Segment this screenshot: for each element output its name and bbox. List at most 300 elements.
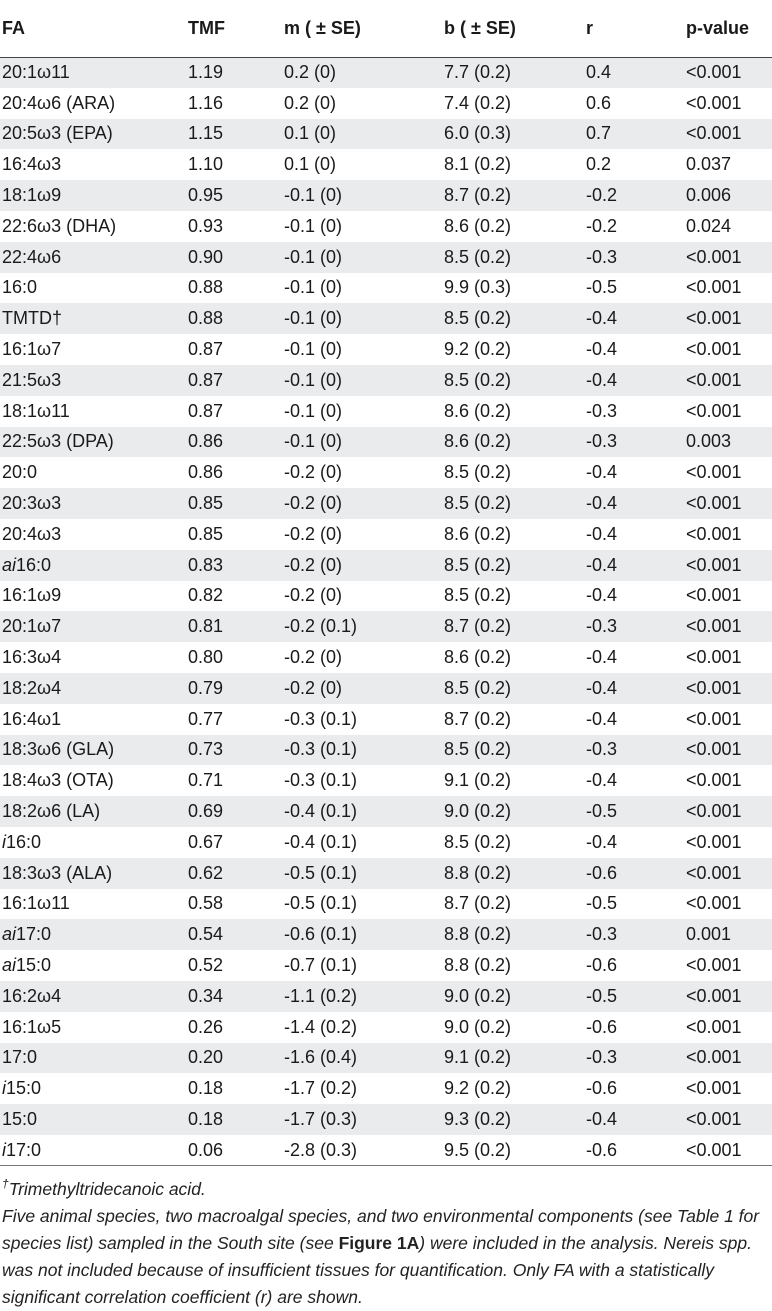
cell-r: -0.5 xyxy=(586,985,618,1006)
fa-name: 16:1ω9 xyxy=(2,585,62,606)
cell-r: -0.3 xyxy=(586,924,618,945)
cell-p-value: <0.001 xyxy=(686,739,742,760)
table-row xyxy=(0,119,772,150)
footnote-note xyxy=(2,1203,768,1311)
fa-name: 20:3ω3 xyxy=(2,493,62,514)
cell-fa xyxy=(0,149,188,180)
table-row xyxy=(0,1073,772,1104)
fa-prefix: ai xyxy=(2,955,17,975)
cell-tmf: 0.69 xyxy=(188,801,224,822)
cell-b: 9.1 (0.2) xyxy=(444,1047,512,1068)
cell-p-value: <0.001 xyxy=(686,801,742,822)
cell-b: 8.5 (0.2) xyxy=(444,831,512,852)
cell-b: 8.7 (0.2) xyxy=(444,893,512,914)
cell-b: 9.9 (0.3) xyxy=(444,277,512,298)
cell-fa xyxy=(0,550,188,581)
cell-r: -0.5 xyxy=(586,801,618,822)
cell-m: -1.6 (0.4) xyxy=(284,1047,358,1068)
cell-p-value: <0.001 xyxy=(686,369,742,390)
fa-name: 18:3ω3 (ALA) xyxy=(2,862,113,883)
cell-m: -0.1 (0) xyxy=(284,308,343,329)
cell-tmf: 0.58 xyxy=(188,893,224,914)
cell-m: -0.1 (0) xyxy=(284,339,343,360)
header-m: m ( ± SE) xyxy=(284,0,444,57)
table-row xyxy=(0,303,772,334)
cell-b: 8.5 (0.2) xyxy=(444,369,512,390)
cell-p-value: 0.003 xyxy=(686,431,732,452)
cell-tmf: 0.86 xyxy=(188,462,224,483)
cell-fa xyxy=(0,1073,188,1104)
cell-tmf: 0.90 xyxy=(188,246,224,267)
cell-m: -0.1 (0) xyxy=(284,431,343,452)
cell-tmf: 0.73 xyxy=(188,739,224,760)
fa-name: 18:1ω9 xyxy=(2,185,62,206)
cell-m: -0.1 (0) xyxy=(284,185,343,206)
cell-m: -0.5 (0.1) xyxy=(284,893,358,914)
cell-b: 8.7 (0.2) xyxy=(444,185,512,206)
cell-r: -0.4 xyxy=(586,554,618,575)
fa-name: 18:2ω4 xyxy=(2,677,62,698)
cell-b: 8.5 (0.2) xyxy=(444,677,512,698)
cell-m: -0.2 (0) xyxy=(284,554,343,575)
cell-p-value: <0.001 xyxy=(686,1047,742,1068)
cell-tmf: 0.52 xyxy=(188,955,224,975)
cell-p-value: <0.001 xyxy=(686,554,742,575)
cell-m: -0.5 (0.1) xyxy=(284,862,358,883)
cell-fa xyxy=(0,765,188,796)
cell-r: -0.4 xyxy=(586,831,618,852)
cell-m: -0.4 (0.1) xyxy=(284,831,358,852)
cell-p-value: <0.001 xyxy=(686,92,742,113)
cell-r: 0.7 xyxy=(586,123,612,144)
cell-fa xyxy=(0,704,188,735)
cell-tmf: 0.79 xyxy=(188,677,224,698)
cell-b: 8.6 (0.2) xyxy=(444,431,512,452)
cell-m: 0.1 (0) xyxy=(284,123,337,144)
cell-fa xyxy=(0,334,188,365)
fa-name: 20:1ω7 xyxy=(2,616,62,637)
cell-tmf: 0.18 xyxy=(188,1108,224,1129)
cell-r: -0.2 xyxy=(586,215,618,236)
cell-r: -0.3 xyxy=(586,1047,618,1068)
fa-name: 22:5ω3 (DPA) xyxy=(2,431,114,452)
cell-p-value: <0.001 xyxy=(686,616,742,637)
cell-m: -0.2 (0) xyxy=(284,493,343,514)
dagger-text: Trimethyltridecanoic acid. xyxy=(8,1179,206,1199)
footnote-dagger xyxy=(2,1176,768,1203)
cell-m: -0.2 (0) xyxy=(284,677,343,698)
header-b: b ( ± SE) xyxy=(444,0,586,57)
table-row xyxy=(0,427,772,458)
cell-m: -1.7 (0.3) xyxy=(284,1108,358,1129)
cell-fa xyxy=(0,950,188,981)
cell-b: 9.3 (0.2) xyxy=(444,1108,512,1129)
cell-m: -1.1 (0.2) xyxy=(284,985,358,1006)
cell-r: -0.3 xyxy=(586,400,618,421)
table-row xyxy=(0,642,772,673)
cell-fa xyxy=(0,57,188,88)
cell-tmf: 0.87 xyxy=(188,400,224,421)
fa-name: 17:0 xyxy=(6,1139,42,1160)
cell-m: -1.4 (0.2) xyxy=(284,1016,358,1037)
cell-r: -0.3 xyxy=(586,616,618,637)
table-row xyxy=(0,704,772,735)
cell-tmf: 0.20 xyxy=(188,1047,224,1068)
cell-m: -0.3 (0.1) xyxy=(284,770,358,791)
cell-tmf: 0.82 xyxy=(188,585,224,606)
table-row xyxy=(0,457,772,488)
fa-name: 20:4ω6 (ARA) xyxy=(2,92,116,113)
cell-tmf: 0.86 xyxy=(188,431,224,452)
table-row xyxy=(0,273,772,304)
cell-r: -0.4 xyxy=(586,585,618,606)
cell-tmf: 0.88 xyxy=(188,277,224,298)
cell-p-value: <0.001 xyxy=(686,523,742,544)
fa-name: 16:3ω4 xyxy=(2,647,62,668)
fa-name: 18:4ω3 (OTA) xyxy=(2,770,114,791)
cell-fa xyxy=(0,581,188,612)
table-row xyxy=(0,1135,772,1166)
table-row xyxy=(0,1104,772,1135)
cell-m: -0.1 (0) xyxy=(284,277,343,298)
cell-fa xyxy=(0,211,188,242)
fa-name: 16:4ω3 xyxy=(2,154,62,175)
cell-fa xyxy=(0,396,188,427)
cell-b: 8.6 (0.2) xyxy=(444,647,512,668)
table-row xyxy=(0,57,772,88)
figure-reference-link[interactable]: Figure 1A xyxy=(338,1233,420,1253)
table-footnotes xyxy=(2,1176,768,1311)
cell-b: 8.5 (0.2) xyxy=(444,554,512,575)
cell-fa xyxy=(0,919,188,950)
cell-fa xyxy=(0,519,188,550)
cell-m: 0.2 (0) xyxy=(284,92,337,113)
cell-r: -0.6 xyxy=(586,1078,618,1099)
cell-fa xyxy=(0,673,188,704)
fa-name: TMTD† xyxy=(2,308,62,329)
cell-b: 8.6 (0.2) xyxy=(444,400,512,421)
cell-r: -0.6 xyxy=(586,862,618,883)
table-row xyxy=(0,365,772,396)
fa-name: 20:4ω3 xyxy=(2,523,62,544)
cell-r: -0.4 xyxy=(586,462,618,483)
cell-p-value: <0.001 xyxy=(686,308,742,329)
fa-name: 22:4ω6 xyxy=(2,246,62,267)
cell-p-value: <0.001 xyxy=(686,770,742,791)
cell-p-value: <0.001 xyxy=(686,585,742,606)
cell-b: 9.0 (0.2) xyxy=(444,1016,512,1037)
cell-m: -0.1 (0) xyxy=(284,369,343,390)
cell-r: -0.4 xyxy=(586,339,618,360)
cell-b: 8.6 (0.2) xyxy=(444,523,512,544)
fa-name: 16:1ω5 xyxy=(2,1016,62,1037)
cell-fa xyxy=(0,796,188,827)
cell-tmf: 0.18 xyxy=(188,1078,224,1099)
table-row xyxy=(0,1012,772,1043)
fa-name: 18:2ω6 (LA) xyxy=(2,801,101,822)
fa-prefix: ai xyxy=(2,554,17,575)
cell-tmf: 0.06 xyxy=(188,1135,284,1166)
cell-b: 9.0 (0.2) xyxy=(444,801,512,822)
fa-name: 15:0 xyxy=(16,955,52,975)
cell-tmf: 0.95 xyxy=(188,185,224,206)
fa-name: 16:1ω11 xyxy=(2,893,70,914)
cell-r: -0.5 xyxy=(586,277,618,298)
cell-p-value: <0.001 xyxy=(686,893,742,914)
cell-p-value: <0.001 xyxy=(686,647,742,668)
cell-p-value: <0.001 xyxy=(686,277,742,298)
cell-r: -0.3 xyxy=(586,246,618,267)
cell-b: 9.5 (0.2) xyxy=(444,1135,586,1166)
cell-fa xyxy=(0,1104,188,1135)
cell-r: -0.4 xyxy=(586,770,618,791)
cell-p-value: <0.001 xyxy=(686,1078,742,1099)
cell-r: -0.4 xyxy=(586,523,618,544)
fa-name: 17:0 xyxy=(2,1047,38,1068)
cell-tmf: 1.10 xyxy=(188,154,224,175)
table-row xyxy=(0,950,772,981)
cell-tmf: 0.87 xyxy=(188,339,224,360)
header-r: r xyxy=(586,0,686,57)
cell-r: 0.2 xyxy=(586,154,612,175)
cell-r: -0.6 xyxy=(586,955,618,975)
fa-name: 17:0 xyxy=(16,924,52,945)
cell-b: 9.2 (0.2) xyxy=(444,339,512,360)
table-row xyxy=(0,519,772,550)
cell-m: -0.4 (0.1) xyxy=(284,801,358,822)
cell-fa xyxy=(0,1135,188,1166)
table-body xyxy=(0,57,772,1166)
cell-p-value: <0.001 xyxy=(686,708,742,729)
cell-fa xyxy=(0,427,188,458)
cell-tmf: 1.19 xyxy=(188,62,224,83)
cell-fa xyxy=(0,365,188,396)
cell-tmf: 0.87 xyxy=(188,369,224,390)
cell-p-value: 0.037 xyxy=(686,154,732,175)
cell-tmf: 0.54 xyxy=(188,924,224,945)
cell-fa xyxy=(0,611,188,642)
table-row xyxy=(0,765,772,796)
fa-name: 16:0 xyxy=(6,831,42,852)
header-p-value: p-value xyxy=(686,0,772,57)
cell-m: -0.2 (0) xyxy=(284,647,343,668)
cell-r: -0.4 xyxy=(586,308,618,329)
table-row xyxy=(0,488,772,519)
cell-fa xyxy=(0,642,188,673)
cell-b: 8.5 (0.2) xyxy=(444,246,512,267)
cell-tmf: 0.67 xyxy=(188,831,224,852)
cell-b: 8.5 (0.2) xyxy=(444,739,512,760)
fa-name: 20:1ω11 xyxy=(2,62,70,83)
cell-p-value: 0.006 xyxy=(686,185,732,206)
cell-b: 6.0 (0.3) xyxy=(444,123,512,144)
cell-p-value: <0.001 xyxy=(686,62,742,83)
cell-p-value: <0.001 xyxy=(686,1108,742,1129)
cell-p-value: <0.001 xyxy=(686,493,742,514)
cell-b: 8.8 (0.2) xyxy=(444,924,512,945)
cell-r: -0.6 xyxy=(586,1016,618,1037)
cell-p-value: <0.001 xyxy=(686,831,742,852)
cell-fa xyxy=(0,180,188,211)
cell-b: 9.1 (0.2) xyxy=(444,770,512,791)
cell-tmf: 1.16 xyxy=(188,92,224,113)
cell-tmf: 0.88 xyxy=(188,308,224,329)
cell-p-value: <0.001 xyxy=(686,339,742,360)
cell-b: 8.7 (0.2) xyxy=(444,616,512,637)
cell-m: -0.6 (0.1) xyxy=(284,924,358,945)
cell-r: -0.4 xyxy=(586,493,618,514)
cell-tmf: 0.81 xyxy=(188,616,224,637)
cell-fa xyxy=(0,303,188,334)
cell-fa xyxy=(0,242,188,273)
cell-b: 9.2 (0.2) xyxy=(444,1078,512,1099)
cell-tmf: 0.93 xyxy=(188,215,224,236)
fa-prefix: ai xyxy=(2,924,17,945)
cell-tmf: 0.77 xyxy=(188,708,224,729)
cell-p-value: <0.001 xyxy=(686,862,742,883)
cell-m: -2.8 (0.3) xyxy=(284,1135,444,1166)
fa-name: 16:1ω7 xyxy=(2,339,62,360)
cell-r: -0.4 xyxy=(586,677,618,698)
cell-tmf: 0.26 xyxy=(188,1016,224,1037)
table-row xyxy=(0,550,772,581)
cell-r: -0.3 xyxy=(586,431,618,452)
cell-p-value: <0.001 xyxy=(686,955,742,975)
cell-r: -0.4 xyxy=(586,1108,618,1129)
cell-b: 8.5 (0.2) xyxy=(444,493,512,514)
fa-name: 18:3ω6 (GLA) xyxy=(2,739,115,760)
cell-fa xyxy=(0,88,188,119)
cell-r: -0.6 xyxy=(586,1135,686,1166)
cell-r: -0.2 xyxy=(586,185,618,206)
cell-p-value: <0.001 xyxy=(686,1016,742,1037)
fa-name: 20:0 xyxy=(2,462,38,483)
cell-p-value: <0.001 xyxy=(686,123,742,144)
cell-fa xyxy=(0,827,188,858)
cell-m: -0.2 (0.1) xyxy=(284,616,358,637)
cell-m: -0.2 (0) xyxy=(284,462,343,483)
cell-m: -0.3 (0.1) xyxy=(284,739,358,760)
fa-name: 16:0 xyxy=(2,277,38,298)
cell-m: -0.1 (0) xyxy=(284,246,343,267)
cell-tmf: 0.85 xyxy=(188,493,224,514)
table-row xyxy=(0,1043,772,1074)
cell-tmf: 0.80 xyxy=(188,647,224,668)
fa-prefix: i xyxy=(2,1078,6,1099)
cell-b: 7.4 (0.2) xyxy=(444,92,512,113)
cell-tmf: 0.85 xyxy=(188,523,224,544)
fa-name: 15:0 xyxy=(6,1078,42,1099)
cell-m: 0.1 (0) xyxy=(284,154,337,175)
fa-name: 21:5ω3 xyxy=(2,369,62,390)
table-row xyxy=(0,149,772,180)
cell-fa xyxy=(0,981,188,1012)
cell-p-value: <0.001 xyxy=(686,462,742,483)
cell-m: -1.7 (0.2) xyxy=(284,1078,358,1099)
cell-r: 0.4 xyxy=(586,62,612,83)
cell-r: -0.3 xyxy=(586,739,618,760)
cell-tmf: 1.15 xyxy=(188,123,224,144)
table-row xyxy=(0,581,772,612)
cell-r: -0.5 xyxy=(586,893,618,914)
table-row xyxy=(0,242,772,273)
cell-tmf: 0.62 xyxy=(188,862,224,883)
table-row xyxy=(0,981,772,1012)
cell-p-value: <0.001 xyxy=(686,400,742,421)
cell-fa xyxy=(0,119,188,150)
fa-prefix: i xyxy=(2,831,6,852)
note-part-2: ) were included in the analysis. Nereis spp. was not included because of insufficient tissues for quantification. Only FA with a statistically significant correlation coefficient (r) are shown. xyxy=(2,1233,752,1307)
fa-name: 16:2ω4 xyxy=(2,985,62,1006)
table-row xyxy=(0,180,772,211)
cell-r: -0.4 xyxy=(586,708,618,729)
cell-p-value: 0.024 xyxy=(686,215,732,236)
cell-p-value: <0.001 xyxy=(686,246,742,267)
table-row xyxy=(0,396,772,427)
cell-p-value: <0.001 xyxy=(686,1135,772,1166)
cell-tmf: 0.83 xyxy=(188,554,224,575)
cell-m: 0.2 (0) xyxy=(284,62,337,83)
note-part-1: Five animal species, two macroalgal species, and two environmental components (see Table 1 for species list) sampled in the South site (see xyxy=(2,1206,760,1253)
fa-name: 20:5ω3 (EPA) xyxy=(2,123,113,144)
fa-name: 18:1ω11 xyxy=(2,400,70,421)
cell-fa xyxy=(0,1043,188,1074)
cell-b: 8.6 (0.2) xyxy=(444,215,512,236)
cell-fa xyxy=(0,457,188,488)
cell-fa xyxy=(0,735,188,766)
cell-fa xyxy=(0,858,188,889)
table-row xyxy=(0,796,772,827)
cell-b: 8.8 (0.2) xyxy=(444,862,512,883)
cell-b: 9.0 (0.2) xyxy=(444,985,512,1006)
fa-name: 22:6ω3 (DHA) xyxy=(2,215,117,236)
fa-name: 16:4ω1 xyxy=(2,708,62,729)
table-row xyxy=(0,889,772,920)
cell-m: -0.2 (0) xyxy=(284,585,343,606)
cell-r: -0.4 xyxy=(586,647,618,668)
table-row xyxy=(0,611,772,642)
cell-b: 7.7 (0.2) xyxy=(444,62,512,83)
cell-r: 0.6 xyxy=(586,92,612,113)
table-row xyxy=(0,827,772,858)
cell-b: 8.5 (0.2) xyxy=(444,462,512,483)
table-header-row xyxy=(0,0,772,57)
cell-fa xyxy=(0,889,188,920)
cell-b: 8.7 (0.2) xyxy=(444,708,512,729)
fa-name: 15:0 xyxy=(2,1108,38,1129)
table-row xyxy=(0,88,772,119)
header-fa: FA xyxy=(0,0,188,57)
header-tmf: TMF xyxy=(188,0,284,57)
cell-b: 8.1 (0.2) xyxy=(444,154,512,175)
cell-m: -0.1 (0) xyxy=(284,400,343,421)
cell-m: -0.1 (0) xyxy=(284,215,343,236)
dagger-mark: † xyxy=(2,1177,9,1192)
fa-name: 16:0 xyxy=(16,554,52,575)
table-row xyxy=(0,919,772,950)
cell-p-value: 0.001 xyxy=(686,924,732,945)
cell-r: -0.4 xyxy=(586,369,618,390)
table-row xyxy=(0,735,772,766)
cell-tmf: 0.71 xyxy=(188,770,224,791)
cell-b: 8.5 (0.2) xyxy=(444,585,512,606)
cell-m: -0.2 (0) xyxy=(284,523,343,544)
cell-tmf: 0.34 xyxy=(188,985,224,1006)
cell-fa xyxy=(0,488,188,519)
cell-m: -0.7 (0.1) xyxy=(284,955,358,975)
table-row xyxy=(0,858,772,889)
table-row xyxy=(0,334,772,365)
